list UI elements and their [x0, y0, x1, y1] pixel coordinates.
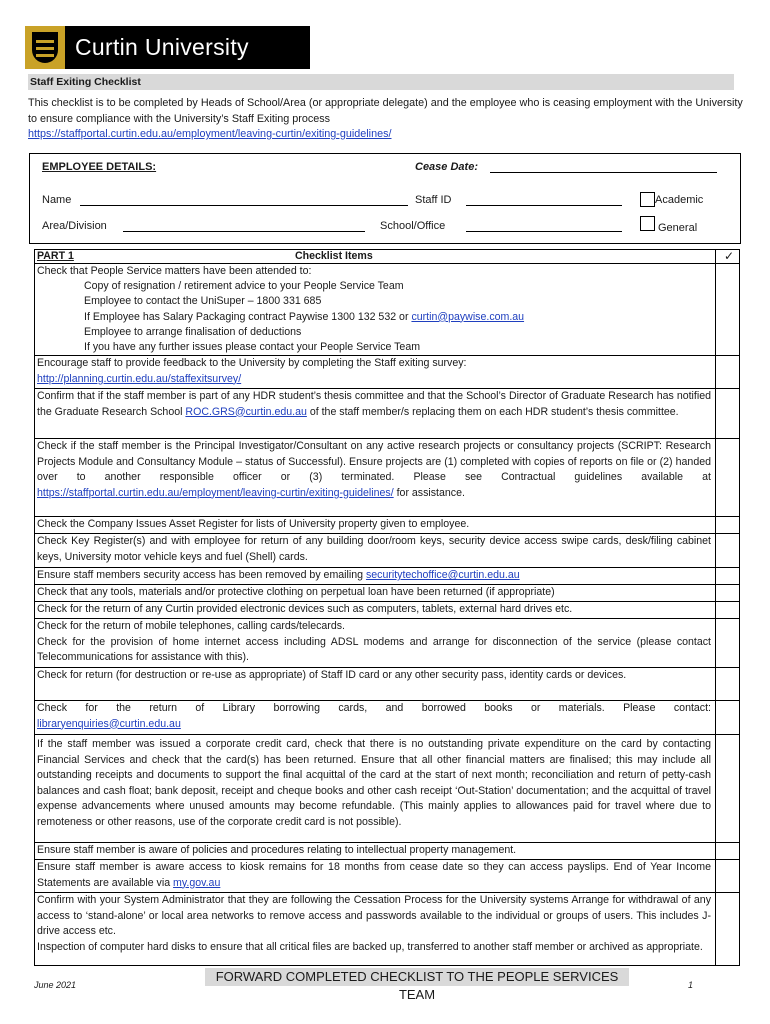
row-text: Check Key Register(s) and with employee for return of any building door/room keys, security device access swipe cards, desk/filing cabinet keys, University motor vehicle keys and fuel (Shell) cards.: [37, 535, 711, 563]
table-row: [34, 734, 740, 842]
document-title: Staff Exiting Checklist: [28, 74, 734, 90]
area-label: Area/Division: [42, 220, 107, 232]
row-text: Check that People Service matters have been attended to:: [37, 265, 312, 277]
footer-instruction: FORWARD COMPLETED CHECKLIST TO THE PEOPLE SERVICES TEAM: [205, 968, 629, 986]
row-text: Employee to contact the UniSuper – 1800 331 685: [84, 295, 322, 308]
row-text: Confirm that if the staff member is part of any HDR student’s thesis committee and that the School’s Director of Graduate Research has notified the Graduate Research School: [37, 390, 711, 418]
staff-id-label: Staff ID: [415, 194, 452, 206]
table-row: [34, 618, 740, 667]
table-row: [34, 355, 740, 388]
row-text: Check for return (for destruction or re-use as appropriate) of Staff ID card or any other security pass, identity cards or devices.: [37, 669, 627, 681]
mygov-link[interactable]: my.gov.au: [173, 876, 221, 889]
row-text: of the staff member/s replacing them on each HDR student’s thesis committee.: [309, 405, 679, 418]
tick-header-icon: ✓: [723, 249, 735, 263]
row-text: Check if the staff member is the Principal Investigator/Consultant on any active research projects or consultancy projects (SCRIPT: Research Projects Module and Consultancy Module – status of Successful). Ensure projects are (1) completed with copies of reports on file or (2) handed over to another responsible officer or (3) terminated. Please see Contractual guidelines available at: [37, 440, 711, 483]
table-row: [34, 601, 740, 618]
part-label: PART 1: [37, 250, 74, 262]
checklist-items-label: Checklist Items: [295, 250, 373, 262]
row-text: Inspection of computer hard disks to ensure that all critical files are backed up, transferred to another staff member or archived as appropriate.: [37, 940, 703, 953]
name-label: Name: [42, 194, 72, 206]
general-label: General: [658, 222, 698, 234]
curtin-logo: [25, 26, 310, 69]
table-row: [34, 263, 740, 355]
table-row: [34, 388, 740, 438]
school-label: School/Office: [380, 220, 446, 232]
security-email-link[interactable]: securitytechoffice@curtin.edu.au: [365, 569, 520, 581]
area-field[interactable]: [123, 220, 365, 232]
row-text: Check for the provision of home internet access including ADSL modems and arrange for disconnection of the service (please contact Telecommunications for assistance with this).: [37, 635, 711, 663]
footer-date: June 2021: [34, 980, 77, 990]
paywise-email-link[interactable]: curtin@paywise.com.au: [411, 310, 525, 323]
table-row: [34, 438, 740, 516]
row-text: Confirm with your System Administrator that they are following the Cessation Process for the University systems Arrange for withdrawal of any access to ‘stand-alone’ or local area networks to remove access and passwords available to the individual or groups of users. This includes J-drive access etc.: [37, 894, 711, 937]
checklist-table: [34, 249, 740, 966]
page-number: 1: [688, 980, 694, 990]
row-text: If the staff member was issued a corporate credit card, check that there is no outstanding private expenditure on the card by contacting Financial Services and check that the card(s) has been returned. Ensure that all other financial matters are finalised; this may include all outstanding receipts and documents to support the final acquittal of the card at the start of next month; reconciliation and return of petty-cash balances and cash float; bank deposit, receipt and cheque books and other cash receipt ‘Out-Station’ documentation; and the acquittal of travel expense advancements where unused amounts may become refundable. (This mainly applies to allowances paid for travel where due to remoteness or other reasons, use of the corporate credit card is not possible).: [37, 738, 711, 828]
table-row: [34, 700, 740, 734]
row-text: Check the Company Issues Asset Register for lists of University property given to employee.: [37, 518, 470, 530]
school-field[interactable]: [466, 220, 622, 232]
row-text: Check for the return of Library borrowing cards, and borrowed books or materials. Please contact:: [37, 702, 711, 714]
table-row: [34, 667, 740, 700]
row-text: Encourage staff to provide feedback to the University by completing the Staff exiting survey:: [37, 357, 467, 369]
table-header: [34, 250, 740, 263]
academic-checkbox[interactable]: [640, 192, 655, 207]
survey-link[interactable]: http://planning.curtin.edu.au/staffexitsurvey/: [37, 372, 242, 385]
row-text: Employee to arrange finalisation of deductions: [84, 325, 302, 338]
intro-text: This checklist is to be completed by Heads of School/Area (or appropriate delegate) and the employee who is ceasing employment with the University to ensure compliance with the University’s Staff Exiting process: [28, 97, 743, 125]
row-text: Copy of resignation / retirement advice to your People Service Team: [84, 280, 404, 293]
row-text: Ensure staff member is aware access to kiosk remains for 18 months from cease date so they can access payslips. End of Year Income Statements are available via: [37, 861, 711, 889]
row-text: Check for the return of any Curtin provided electronic devices such as computers, tablets, external hard drives etc.: [37, 603, 573, 615]
academic-label: Academic: [655, 194, 704, 206]
row-text: If you have any further issues please contact your People Service Team: [84, 341, 421, 354]
name-field[interactable]: [80, 194, 408, 206]
employee-details-heading: EMPLOYEE DETAILS:: [42, 161, 157, 173]
employee-details-box: [29, 153, 741, 244]
exiting-guidelines-link[interactable]: https://staffportal.curtin.edu.au/employment/leaving-curtin/exiting-guidelines/: [28, 128, 392, 140]
brand-name: Curtin University: [75, 34, 249, 60]
row-text: Check that any tools, materials and/or protective clothing on perpetual loan have been returned (if appropriate): [37, 586, 555, 598]
row-text: for assistance.: [396, 486, 465, 499]
table-row: [34, 842, 740, 859]
row-text: If Employee has Salary Packaging contract Paywise 1300 132 532 or: [84, 310, 409, 323]
row-text: Check for the return of mobile telephones, calling cards/telecards.: [37, 620, 345, 632]
row-text: Ensure staff members security access has been removed by emailing: [37, 569, 364, 581]
table-row: [34, 892, 740, 965]
cease-date-label: Cease Date:: [415, 161, 478, 173]
contractual-guidelines-link[interactable]: https://staffportal.curtin.edu.au/employment/leaving-curtin/exiting-guidelines/: [37, 486, 394, 499]
table-row: [34, 516, 740, 533]
table-row: [34, 533, 740, 567]
table-row: [34, 567, 740, 584]
general-checkbox[interactable]: [640, 216, 655, 231]
row-text: Ensure staff member is aware of policies and procedures relating to intellectual property management.: [37, 844, 517, 856]
intro-paragraph: [28, 96, 744, 143]
cease-date-field[interactable]: [490, 161, 717, 173]
roc-grs-email-link[interactable]: ROC.GRS@curtin.edu.au: [185, 405, 307, 418]
staff-id-field[interactable]: [466, 194, 622, 206]
crest-icon: [25, 26, 65, 69]
table-row: [34, 859, 740, 892]
library-email-link[interactable]: libraryenquiries@curtin.edu.au: [37, 717, 181, 730]
table-row: [34, 584, 740, 601]
